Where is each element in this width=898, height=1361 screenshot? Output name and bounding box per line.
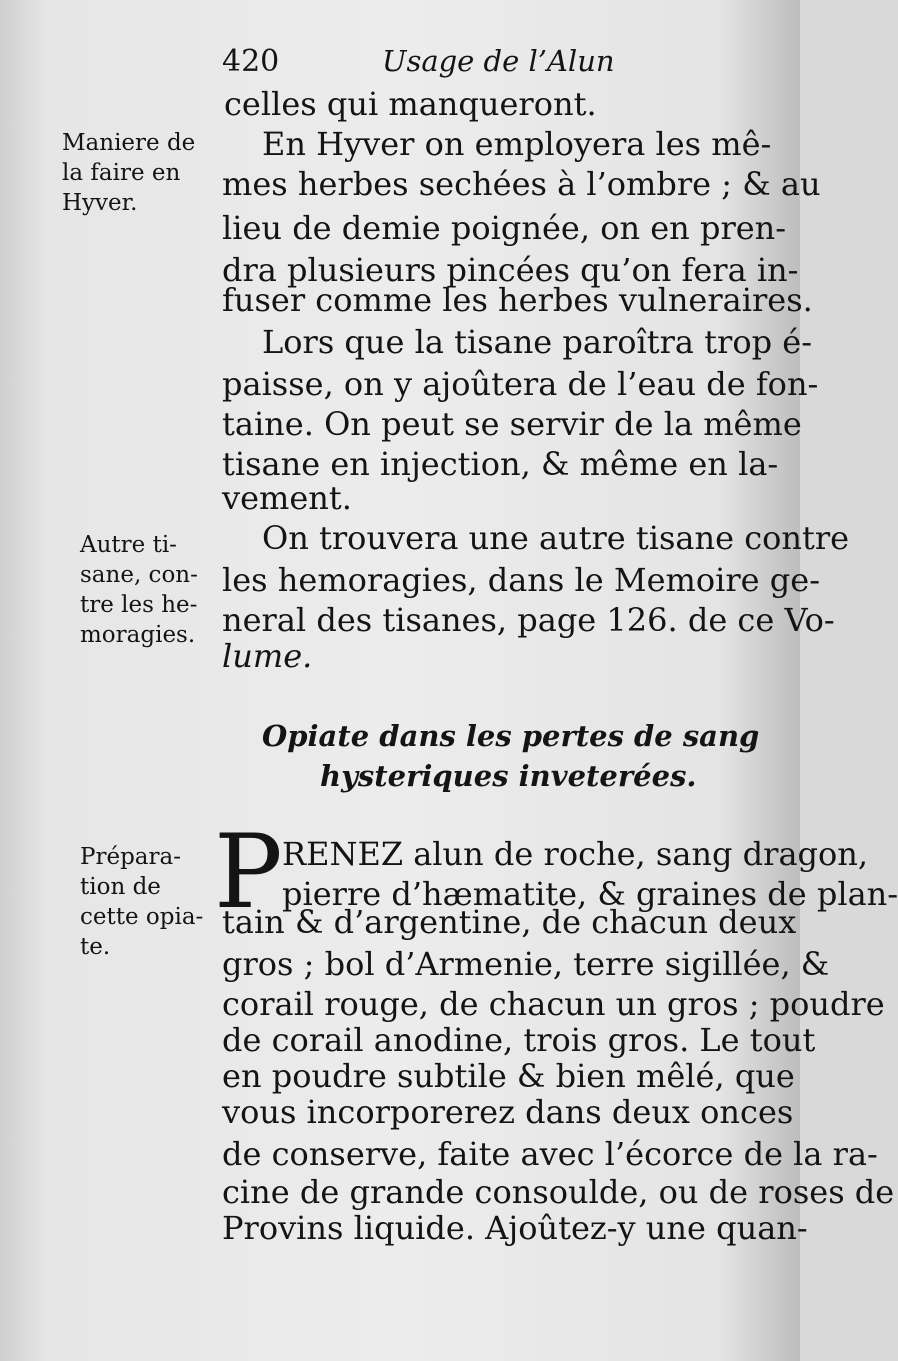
text-line: Provins liquide. Ajoûtez-y une quan- (222, 1209, 808, 1247)
running-title: Usage de l’Alun (382, 44, 615, 78)
text-line: celles qui manqueront. (224, 85, 597, 123)
text-line: tisane en injection, & même en la- (222, 445, 779, 483)
text-line: RENEZ alun de roche, sang dragon, (282, 835, 869, 873)
text-line: vous incorporerez dans deux onces (222, 1093, 794, 1131)
text-line: tain & d’argentine, de chacun deux (222, 903, 797, 941)
text-line: paisse, on y ajoûtera de l’eau de fon- (222, 365, 819, 403)
text-line: corail rouge, de chacun un gros ; poudre (222, 985, 885, 1023)
margin-note-line: moragies. (80, 622, 196, 648)
text-line: mes herbes sechées à l’ombre ; & au (222, 165, 821, 203)
text-line: neral des tisanes, page 126. de ce Vo- (222, 601, 835, 639)
text-line: vement. (222, 479, 352, 517)
text-line: Lors que la tisane paroîtra trop é- (262, 323, 812, 361)
margin-note-line: la faire en (62, 160, 181, 186)
margin-note-line: tion de (80, 874, 161, 900)
section-heading-line: Opiate dans les pertes de sang (262, 719, 760, 753)
margin-note-line: Maniere de (62, 130, 196, 156)
margin-note-line: tre les he- (80, 592, 198, 618)
text-line: les hemoragies, dans le Memoire ge- (222, 561, 821, 599)
text-line: pierre d’hæmatite, & graines de plan- (282, 875, 898, 913)
section-heading-line: hysteriques inveterées. (320, 759, 697, 793)
text-line: gros ; bol d’Armenie, terre sigillée, & (222, 945, 830, 983)
margin-note-line: sane, con- (80, 562, 198, 588)
page-number: 420 (222, 44, 280, 79)
margin-note-preparation (80, 842, 230, 962)
margin-note-line: Prépara- (80, 844, 181, 870)
margin-note-winter (62, 128, 212, 218)
margin-note-line: Hyver. (62, 190, 138, 216)
drop-cap: P (214, 813, 283, 932)
text-line: lieu de demie poignée, on en pren- (222, 209, 787, 247)
text-line: de corail anodine, trois gros. Le tout (222, 1021, 816, 1059)
text-line: dra plusieurs pincées qu’on fera in- (222, 251, 799, 289)
text-line: lume. (222, 637, 313, 675)
margin-note-line: te. (80, 934, 111, 960)
text-line: en poudre subtile & bien mêlé, que (222, 1057, 795, 1095)
text-line: taine. On peut se servir de la même (222, 405, 802, 443)
margin-note-other-tisane (80, 530, 230, 650)
text-line: On trouvera une autre tisane contre (262, 519, 850, 557)
text-line: cine de grande consoulde, ou de roses de (222, 1173, 895, 1211)
page-header (222, 44, 762, 84)
text-line: de conserve, faite avec l’écorce de la ra- (222, 1135, 878, 1173)
text-line: fuser comme les herbes vulneraires. (222, 281, 813, 319)
text-line: En Hyver on employera les mê- (262, 125, 772, 163)
margin-note-line: Autre ti- (80, 532, 177, 558)
margin-note-line: cette opia- (80, 904, 204, 930)
